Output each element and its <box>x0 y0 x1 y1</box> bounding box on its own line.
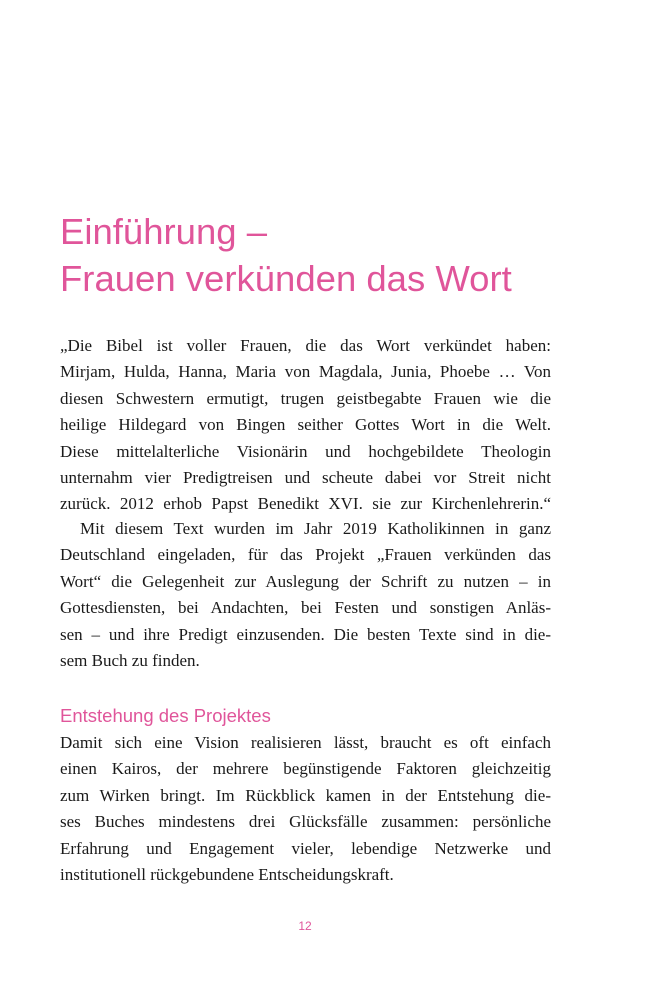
chapter-title <box>60 208 620 302</box>
paragraph-origin <box>60 730 551 888</box>
text-line: sem Buch zu finden. <box>60 650 200 670</box>
text-line: institutionell rückgebundene Entscheidungskraft. <box>60 864 394 884</box>
text-line: Diese mittelalterliche Visionärin und hochgebildete Theologin <box>60 441 551 461</box>
chapter-title-line-1: Einführung – <box>60 211 267 252</box>
paragraph-invitation <box>60 516 551 674</box>
text-line: diesen Schwestern ermutigt, trugen geistbegabte Frauen wie die <box>60 388 551 408</box>
text-line: zurück. 2012 erhob Papst Benedikt XVI. sie zur Kirchenlehrerin.“ <box>60 494 551 514</box>
text-line: zum Wirken bringt. Im Rückblick kamen in der Entstehung die- <box>60 785 551 805</box>
text-line: „Die Bibel ist voller Frauen, die das Wort verkündet haben: <box>60 336 551 355</box>
text-line: Gottesdiensten, bei Andachten, bei Festen und sonstigen Anläs- <box>60 598 551 618</box>
text-line: unternahm vier Predigtreisen und scheute dabei vor Streit nicht <box>60 467 551 487</box>
text-line: Mirjam, Hulda, Hanna, Maria von Magdala, Junia, Phoebe … Von <box>60 362 551 382</box>
paragraph-quote <box>60 333 551 518</box>
text-line: sen – und ihre Predigt einzusenden. Die besten Texte sind in die- <box>60 624 551 644</box>
text-line: einen Kairos, der mehrere begünstigende Faktoren gleichzeitig <box>60 759 551 779</box>
page-number: 12 <box>298 919 312 933</box>
text-line: Deutschland eingeladen, für das Projekt „Frauen verkünden das <box>60 545 551 565</box>
text-line: heilige Hildegard von Bingen seither Gottes Wort in die Welt. <box>60 415 551 435</box>
chapter-title-line-2: Frauen verkünden das Wort <box>60 258 512 299</box>
text-line: Wort“ die Gelegenheit zur Auslegung der Schrift zu nutzen – in <box>60 571 551 591</box>
section-heading: Entstehung des Projektes <box>60 705 271 726</box>
text-line: Damit sich eine Vision realisieren lässt, braucht es oft einfach <box>60 733 551 752</box>
text-line: Erfahrung und Engagement vieler, lebendige Netzwerke und <box>60 838 551 858</box>
text-line: ses Buches mindestens drei Glücksfälle zusammen: persönliche <box>60 812 551 832</box>
text-line: Mit diesem Text wurden im Jahr 2019 Katholikinnen in ganz <box>80 519 551 538</box>
